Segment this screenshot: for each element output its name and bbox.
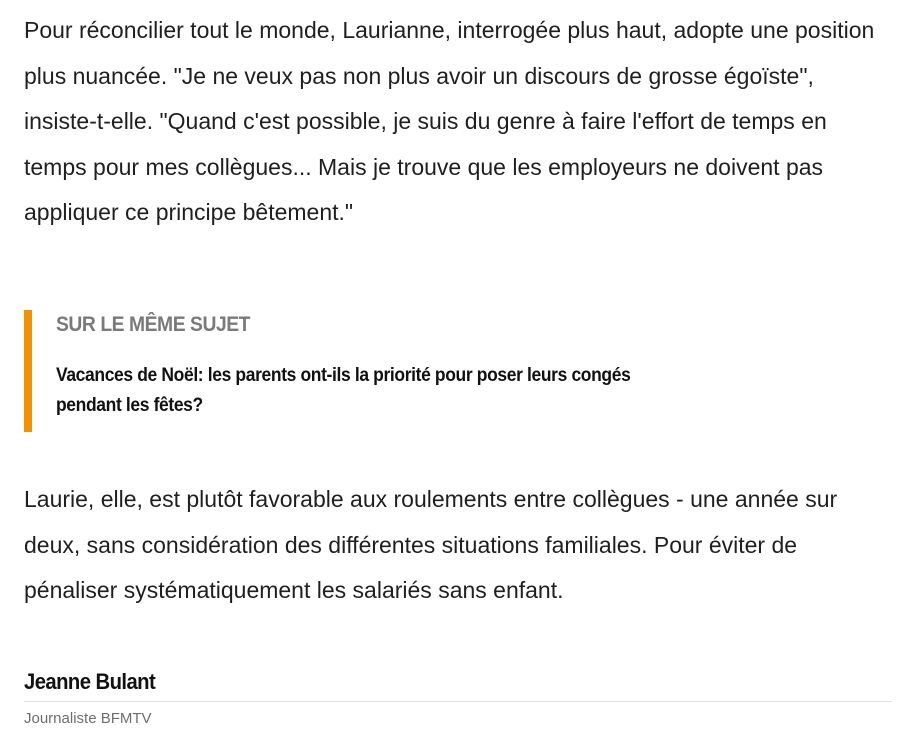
related-heading: SUR LE MÊME SUJET — [56, 313, 251, 336]
article-body-continued — [24, 477, 892, 614]
article-body — [24, 8, 892, 236]
author-divider — [24, 701, 892, 702]
article-paragraph-2: Laurie, elle, est plutôt favorable aux roulements entre collègues - une année sur deux, sans considération des différentes situations familiales. Pour éviter de pénaliser systématiquement les salariés sans enfant. — [24, 486, 838, 603]
related-article-box — [24, 310, 724, 432]
author-block — [24, 669, 892, 727]
author-role: Journaliste BFMTV — [24, 710, 152, 727]
author-name-link[interactable]: Jeanne Bulant — [24, 669, 156, 694]
article-paragraph-1: Pour réconcilier tout le monde, Laurianne, interrogée plus haut, adopte une position plus nuancée. "Je ne veux pas non plus avoir un discours de grosse égoïste", insiste-t-elle. "Quand c'est possible, je suis du genre à faire l'effort de temps en temps pour mes collègues... Mais je trouve que les employeurs ne doivent pas appliquer ce principe bêtement." — [24, 17, 875, 225]
related-article-link[interactable]: Vacances de Noël: les parents ont-ils la priorité pour poser leurs congés pendant les fêtes? — [56, 365, 631, 416]
